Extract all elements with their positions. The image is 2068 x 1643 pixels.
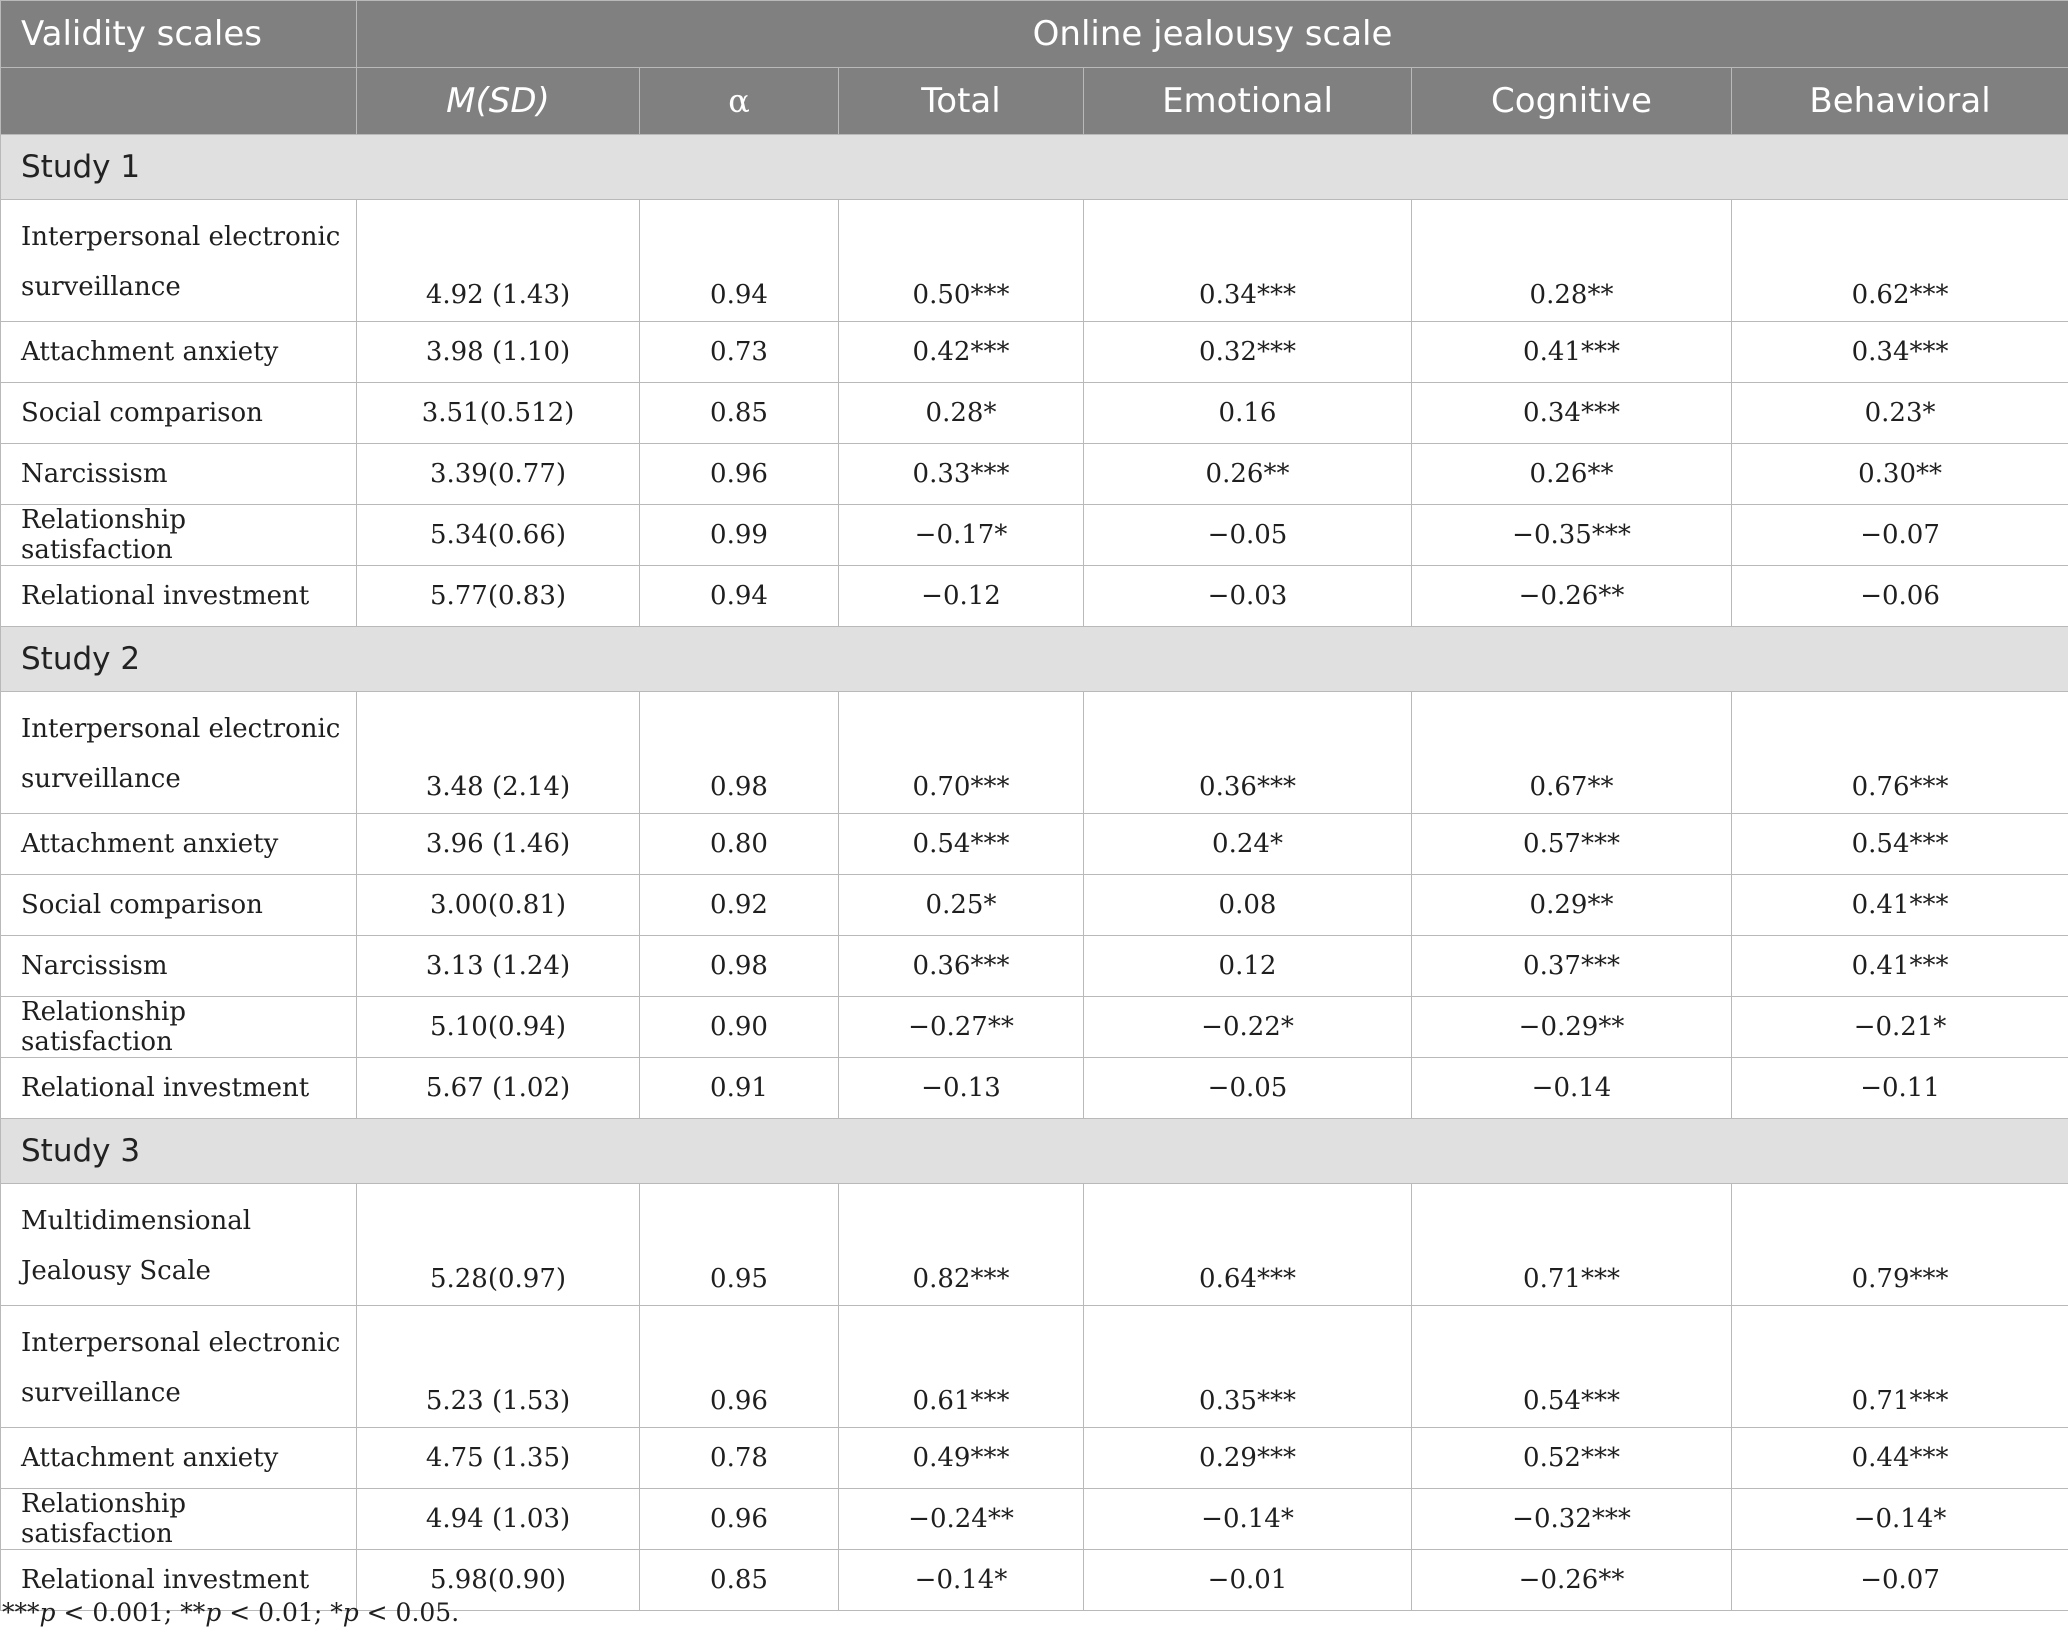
- cell-emotional: −0.05: [1084, 505, 1412, 566]
- study-title: Study 3: [1, 1119, 2068, 1184]
- row-label: Relational investment: [1, 1550, 357, 1611]
- table-row: [1, 566, 2068, 627]
- cell-emotional: −0.05: [1084, 1058, 1412, 1119]
- cell-total: −0.24**: [839, 1489, 1084, 1550]
- cell-total: 0.25*: [839, 875, 1084, 936]
- cell-emotional: 0.12: [1084, 936, 1412, 997]
- footnote-text-05: < 0.05.: [358, 1598, 460, 1627]
- table-row: [1, 814, 2068, 875]
- table-row: [1, 875, 2068, 936]
- table-row: [1, 505, 2068, 566]
- cell-cognitive: 0.67**: [1412, 692, 1732, 814]
- cell-behavioral: 0.76***: [1732, 692, 2068, 814]
- row-label: Narcissism: [1, 936, 357, 997]
- cell-total: 0.82***: [839, 1184, 1084, 1306]
- cell-cognitive: 0.26**: [1412, 444, 1732, 505]
- cell-emotional: −0.14*: [1084, 1489, 1412, 1550]
- cell-behavioral: −0.14*: [1732, 1489, 2068, 1550]
- cell-msd: 5.67 (1.02): [357, 1058, 640, 1119]
- cell-emotional: 0.36***: [1084, 692, 1412, 814]
- header-row-top: [1, 1, 2068, 68]
- cell-behavioral: 0.41***: [1732, 936, 2068, 997]
- cell-alpha: 0.96: [640, 444, 839, 505]
- row-label: Relationship satisfaction: [1, 1489, 357, 1550]
- row-label: Interpersonal electronic surveillance: [1, 1306, 357, 1428]
- header-empty-cell: [1, 68, 357, 135]
- cell-msd: 5.77(0.83): [357, 566, 640, 627]
- header-cognitive: Cognitive: [1412, 68, 1732, 135]
- cell-alpha: 0.99: [640, 505, 839, 566]
- cell-emotional: 0.24*: [1084, 814, 1412, 875]
- cell-emotional: 0.64***: [1084, 1184, 1412, 1306]
- cell-total: 0.33***: [839, 444, 1084, 505]
- cell-msd: 3.98 (1.10): [357, 322, 640, 383]
- table-row: [1, 322, 2068, 383]
- cell-behavioral: 0.44***: [1732, 1428, 2068, 1489]
- cell-behavioral: 0.30**: [1732, 444, 2068, 505]
- cell-emotional: −0.01: [1084, 1550, 1412, 1611]
- header-total: Total: [839, 68, 1084, 135]
- header-msd: M(SD): [357, 68, 640, 135]
- table-row: [1, 936, 2068, 997]
- cell-msd: 5.23 (1.53): [357, 1306, 640, 1428]
- row-label: Attachment anxiety: [1, 1428, 357, 1489]
- cell-msd: 4.94 (1.03): [357, 1489, 640, 1550]
- cell-cognitive: 0.71***: [1412, 1184, 1732, 1306]
- cell-cognitive: −0.26**: [1412, 1550, 1732, 1611]
- cell-cognitive: 0.37***: [1412, 936, 1732, 997]
- cell-alpha: 0.96: [640, 1306, 839, 1428]
- footnote-text-001: < 0.001;: [55, 1598, 181, 1627]
- table-row: [1, 1428, 2068, 1489]
- study-title: Study 2: [1, 627, 2068, 692]
- cell-cognitive: 0.28**: [1412, 200, 1732, 322]
- cell-total: 0.28*: [839, 383, 1084, 444]
- cell-emotional: 0.32***: [1084, 322, 1412, 383]
- footnote-text-01: < 0.01;: [221, 1598, 331, 1627]
- cell-behavioral: −0.11: [1732, 1058, 2068, 1119]
- cell-msd: 3.51(0.512): [357, 383, 640, 444]
- header-behavioral: Behavioral: [1732, 68, 2068, 135]
- cell-msd: 5.28(0.97): [357, 1184, 640, 1306]
- cell-cognitive: 0.34***: [1412, 383, 1732, 444]
- cell-total: 0.70***: [839, 692, 1084, 814]
- cell-total: −0.14*: [839, 1550, 1084, 1611]
- row-label: Attachment anxiety: [1, 322, 357, 383]
- cell-msd: 3.13 (1.24): [357, 936, 640, 997]
- table-body: [1, 135, 2068, 1611]
- cell-alpha: 0.90: [640, 997, 839, 1058]
- cell-cognitive: −0.32***: [1412, 1489, 1732, 1550]
- cell-cognitive: 0.52***: [1412, 1428, 1732, 1489]
- row-label: Multidimensional Jealousy Scale: [1, 1184, 357, 1306]
- table-row: [1, 200, 2068, 322]
- cell-alpha: 0.98: [640, 692, 839, 814]
- cell-alpha: 0.94: [640, 566, 839, 627]
- cell-total: 0.54***: [839, 814, 1084, 875]
- cell-alpha: 0.78: [640, 1428, 839, 1489]
- table-row: [1, 444, 2068, 505]
- cell-behavioral: 0.71***: [1732, 1306, 2068, 1428]
- cell-cognitive: 0.41***: [1412, 322, 1732, 383]
- cell-behavioral: 0.54***: [1732, 814, 2068, 875]
- cell-total: −0.13: [839, 1058, 1084, 1119]
- cell-msd: 4.92 (1.43): [357, 200, 640, 322]
- cell-msd: 5.10(0.94): [357, 997, 640, 1058]
- table-row: [1, 997, 2068, 1058]
- footnote-stars-05: *: [330, 1598, 343, 1627]
- cell-msd: 3.00(0.81): [357, 875, 640, 936]
- cell-behavioral: −0.07: [1732, 1550, 2068, 1611]
- footnote-p-05: p: [342, 1598, 359, 1627]
- cell-total: −0.17*: [839, 505, 1084, 566]
- cell-behavioral: −0.21*: [1732, 997, 2068, 1058]
- cell-total: 0.61***: [839, 1306, 1084, 1428]
- cell-total: −0.12: [839, 566, 1084, 627]
- header-alpha: α: [640, 68, 839, 135]
- header-validity-scales: Validity scales: [1, 1, 357, 68]
- table-row: [1, 692, 2068, 814]
- cell-cognitive: 0.57***: [1412, 814, 1732, 875]
- row-label: Relational investment: [1, 566, 357, 627]
- study-title: Study 1: [1, 135, 2068, 200]
- study-section-row: [1, 627, 2068, 692]
- cell-alpha: 0.95: [640, 1184, 839, 1306]
- cell-emotional: 0.16: [1084, 383, 1412, 444]
- cell-msd: 3.39(0.77): [357, 444, 640, 505]
- row-label: Interpersonal electronic surveillance: [1, 200, 357, 322]
- cell-alpha: 0.73: [640, 322, 839, 383]
- cell-alpha: 0.98: [640, 936, 839, 997]
- row-label: Social comparison: [1, 875, 357, 936]
- cell-cognitive: −0.35***: [1412, 505, 1732, 566]
- cell-behavioral: −0.06: [1732, 566, 2068, 627]
- cell-total: 0.50***: [839, 200, 1084, 322]
- row-label: Relational investment: [1, 1058, 357, 1119]
- cell-cognitive: −0.14: [1412, 1058, 1732, 1119]
- footnote-p-01: p: [205, 1598, 222, 1627]
- study-section-row: [1, 1119, 2068, 1184]
- cell-alpha: 0.85: [640, 383, 839, 444]
- significance-footnote: [2, 1598, 459, 1627]
- row-label: Interpersonal electronic surveillance: [1, 692, 357, 814]
- cell-cognitive: 0.29**: [1412, 875, 1732, 936]
- cell-behavioral: 0.62***: [1732, 200, 2068, 322]
- table-row: [1, 1058, 2068, 1119]
- cell-emotional: 0.35***: [1084, 1306, 1412, 1428]
- cell-cognitive: 0.54***: [1412, 1306, 1732, 1428]
- table-row: [1, 1184, 2068, 1306]
- cell-cognitive: −0.26**: [1412, 566, 1732, 627]
- row-label: Relationship satisfaction: [1, 505, 357, 566]
- cell-emotional: 0.08: [1084, 875, 1412, 936]
- cell-alpha: 0.96: [640, 1489, 839, 1550]
- footnote-stars-001: ***: [2, 1598, 40, 1627]
- footnote-stars-01: **: [180, 1598, 206, 1627]
- row-label: Attachment anxiety: [1, 814, 357, 875]
- cell-emotional: 0.26**: [1084, 444, 1412, 505]
- cell-alpha: 0.92: [640, 875, 839, 936]
- header-row-columns: [1, 68, 2068, 135]
- cell-alpha: 0.80: [640, 814, 839, 875]
- cell-behavioral: 0.34***: [1732, 322, 2068, 383]
- cell-emotional: −0.22*: [1084, 997, 1412, 1058]
- cell-msd: 3.96 (1.46): [357, 814, 640, 875]
- cell-behavioral: −0.07: [1732, 505, 2068, 566]
- row-label: Relationship satisfaction: [1, 997, 357, 1058]
- cell-msd: 4.75 (1.35): [357, 1428, 640, 1489]
- cell-alpha: 0.85: [640, 1550, 839, 1611]
- cell-behavioral: 0.41***: [1732, 875, 2068, 936]
- cell-emotional: −0.03: [1084, 566, 1412, 627]
- cell-total: −0.27**: [839, 997, 1084, 1058]
- table-row: [1, 1306, 2068, 1428]
- cell-total: 0.49***: [839, 1428, 1084, 1489]
- cell-emotional: 0.29***: [1084, 1428, 1412, 1489]
- header-online-jealousy-scale: Online jealousy scale: [357, 1, 2068, 68]
- table-row: [1, 1489, 2068, 1550]
- cell-behavioral: 0.79***: [1732, 1184, 2068, 1306]
- cell-behavioral: 0.23*: [1732, 383, 2068, 444]
- header-emotional: Emotional: [1084, 68, 1412, 135]
- row-label: Social comparison: [1, 383, 357, 444]
- footnote-p-001: p: [39, 1598, 56, 1627]
- cell-msd: 3.48 (2.14): [357, 692, 640, 814]
- cell-alpha: 0.94: [640, 200, 839, 322]
- cell-msd: 5.98(0.90): [357, 1550, 640, 1611]
- row-label: Narcissism: [1, 444, 357, 505]
- cell-total: 0.36***: [839, 936, 1084, 997]
- cell-msd: 5.34(0.66): [357, 505, 640, 566]
- study-section-row: [1, 135, 2068, 200]
- cell-alpha: 0.91: [640, 1058, 839, 1119]
- cell-cognitive: −0.29**: [1412, 997, 1732, 1058]
- cell-total: 0.42***: [839, 322, 1084, 383]
- cell-emotional: 0.34***: [1084, 200, 1412, 322]
- table-row: [1, 383, 2068, 444]
